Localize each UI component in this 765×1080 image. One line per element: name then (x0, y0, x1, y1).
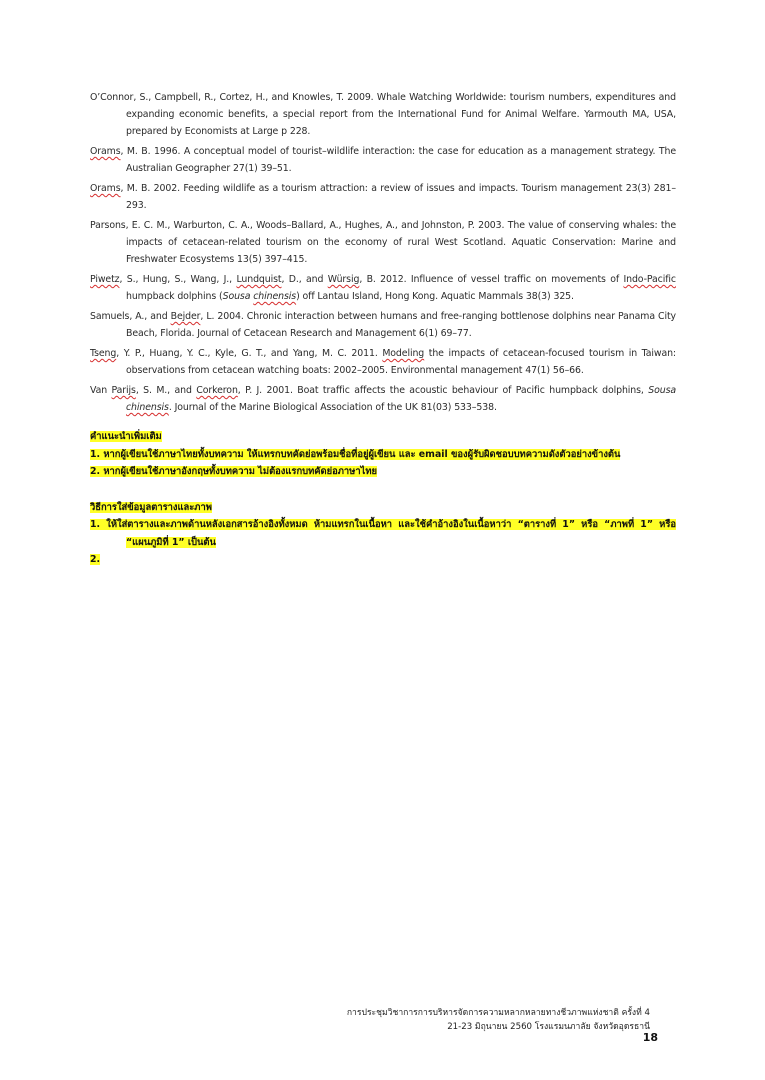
reference-text: the impacts of cetacean-focused tourism in Taiwan: observations from cetacean watching boats: 2002–2005. Environmental management 47(1) 56–66. (126, 348, 676, 376)
notes-heading-text: คำแนะนำเพิ่มเติม (90, 431, 162, 442)
flagged-word: chinensis (126, 402, 169, 413)
tables-images-heading (90, 499, 676, 517)
reference-text: ) off Lantau Island, Hong Kong. Aquatic Mammals 38(3) 325. (296, 291, 574, 302)
reference-text: Samuels, A., and (90, 311, 171, 322)
reference-entry (90, 345, 676, 379)
flagged-word: Orams (90, 183, 121, 194)
tables-images-section (90, 499, 676, 569)
flagged-word: Corkeron (196, 385, 238, 396)
notes-item-2 (90, 463, 676, 481)
reference-text: , S., Hung, S., Wang, J., (119, 274, 237, 285)
flagged-word: Tseng (90, 348, 117, 359)
reference-text: , Y. P., Huang, Y. C., Kyle, G. T., and Yang, M. C. 2011. (116, 348, 383, 359)
reference-text: Parsons, E. C. M., Warburton, C. A., Woods–Ballard, A., Hughes, A., and Johnston, P. 2003. The value of conserving whales: the impacts of cetacean-related tourism on the economy of rural West Scotland. Aquatic Conservation: Marine and Freshwater Ecosystems 13(5) 397–415. (90, 220, 676, 265)
flagged-word: Lundquist (236, 274, 282, 285)
tables-images-heading-text: วิธีการใส่ข้อมูลตารางและภาพ (90, 501, 212, 513)
flagged-word: Bejder (170, 311, 201, 322)
reference-text: , M. B. 2002. Feeding wildlife as a tourism attraction: a review of issues and impacts. Tourism management 23(3) 281–293. (120, 183, 676, 211)
reference-entry (90, 217, 676, 268)
notes-section (90, 428, 676, 569)
footer-conference-line: การประชุมวิชาการการบริหารจัดการความหลากหลายทางชีวภาพแห่งชาติ ครั้งที่ 4 (346, 1008, 650, 1018)
reference-entry (90, 382, 676, 416)
reference-text: humpback dolphins ( (126, 291, 223, 302)
flagged-word: Modeling (382, 348, 425, 359)
reference-entry (90, 271, 676, 305)
flagged-word: Orams (90, 146, 121, 157)
reference-entry (90, 143, 676, 177)
reference-text: Sousa (648, 385, 677, 396)
tables-images-item-2-text: 2. (90, 554, 101, 565)
tables-images-item-2 (90, 551, 676, 569)
footer-date-venue-line: 21-23 มิถุนายน 2560 โรงแรมนภาลัย จังหวัดอุดรธานี (447, 1022, 650, 1032)
reference-text: . Journal of the Marine Biological Association of the UK 81(03) 533–538. (168, 402, 497, 413)
flagged-word: Parijs (111, 385, 136, 396)
reference-text: , S. M., and (135, 385, 197, 396)
reference-entry (90, 89, 676, 140)
notes-item-2-text: 2. หากผู้เขียนใช้ภาษาอังกฤษทั้งบทความ ไม่ต้องแรกบทคัดย่อภาษาไทย (90, 466, 378, 477)
reference-text: , B. 2012. Influence of vessel traffic on movements of (359, 274, 624, 285)
notes-heading (90, 428, 676, 446)
tables-images-item-1 (90, 516, 676, 551)
flagged-word: Indo-Pacific (623, 274, 676, 285)
reference-text: Van (90, 385, 112, 396)
reference-text: , P. J. 2001. Boat traffic affects the acoustic behaviour of Pacific humpback dolphins, (237, 385, 649, 396)
reference-entry (90, 308, 676, 342)
reference-text: O’Connor, S., Campbell, R., Cortez, H., and Knowles, T. 2009. Whale Watching Worldwide: tourism numbers, expenditures and expanding economic benefits, a special report from the International Fund for Animal Welfare. Yarmouth MA, USA, prepared by Economists at Large p 228. (90, 92, 676, 137)
page-number: 18 (642, 1031, 658, 1044)
flagged-word: chinensis (253, 291, 297, 302)
notes-item-1 (90, 446, 676, 464)
page-footer (300, 1006, 650, 1034)
tables-images-item-1-text: 1. ให้ใส่ตารางและภาพด้านหลังเอกสารอ้างอิงทั้งหมด ห้ามแทรกในเนื้อหา และใช้คำอ้างอิงในเนื้อหาว่า “ตารางที่ 1” หรือ “ภาพที่ 1” หรือ “แผนภูมิที่ 1” เป็นต้น (90, 519, 676, 548)
flagged-word: Piwetz (90, 274, 120, 285)
reference-text: Sousa (222, 291, 254, 302)
reference-text: , M. B. 1996. A conceptual model of tourist–wildlife interaction: the case for education as a management strategy. The Australian Geographer 27(1) 39–51. (120, 146, 676, 174)
reference-list (90, 89, 676, 419)
reference-text: , D., and (281, 274, 328, 285)
notes-item-1-text: 1. หากผู้เขียนใช้ภาษาไทยทั้งบทความ ให้แทรกบทคัดย่อพร้อมชื่อที่อยู่ผู้เขียน และ email ของผู้รับผิดชอบบทความดังตัวอย่างข้างต้น (90, 448, 621, 460)
reference-text: , L. 2004. Chronic interaction between humans and free-ranging bottlenose dolphins near Panama City Beach, Florida. Journal of Cetacean Research and Management 6(1) 69–77. (126, 311, 677, 339)
reference-entry (90, 180, 676, 214)
flagged-word: Würsig (327, 274, 360, 285)
